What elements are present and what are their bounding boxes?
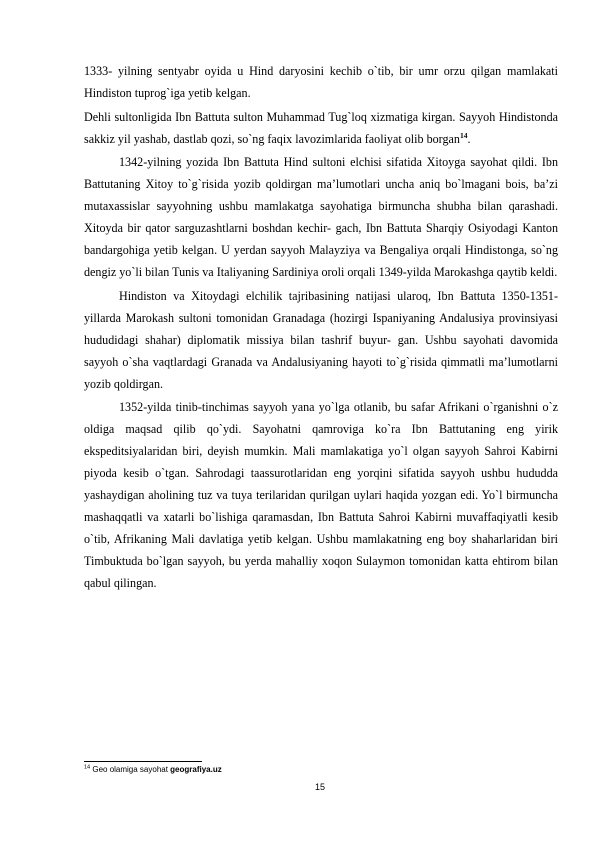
footnote: [84, 764, 222, 775]
paragraph-5: 1352-yilda tinib-tinchimas sayyoh yana yo`lga otlanib, bu safar Afrikani o`rganishni o`z oldiga maqsad qilib qo`ydi. Sayohatni qamroviga ko`ra Ibn Battutaning eng yirik ekspeditsiyalaridan biri, deyish mumkin. Mali mamlakatiga yo`l olgan sayyoh Sahroi Kabirni piyoda kesib o`tgan. Sahrodagi taassurotlaridan eng yorqini sifatida sayyoh ushbu hududda yashaydigan aholining tuz va tuya terilaridan qurilgan uylari haqida yozgan edi. Yo`l birmuncha mashaqqatli va xatarli bo`lishiga qaramasdan, Ibn Battuta Sahroi Kabirni muvaffaqiyatli kesib o`tib, Afrikaning Mali davlatiga yetib kelgan. Ushbu mamlakatning eng boy shaharlaridan biri Timbuktuda bo`lgan sayyoh, bu yerda mahalliy xoqon Sulaymon tomonidan katta ehtirom bilan qabul qilingan.: [84, 400, 558, 590]
footnote-text: Geo olamiga sayohat: [90, 765, 171, 774]
page-number: 15: [314, 782, 325, 792]
footnote-marker: 14: [84, 764, 91, 771]
footnote-divider: [84, 761, 202, 762]
footnote-reference[interactable]: 14: [459, 130, 468, 140]
footnote-source-link[interactable]: geografiya.uz: [170, 765, 222, 774]
body-text: [84, 60, 558, 596]
paragraph-4: Hindiston va Xitoydagi elchilik tajribasining natijasi ularoq, Ibn Battuta 1350-1351-yillarda Marokash sultoni tomonidan Granadaga (hozirgi Ispaniyaning Andalusiya provinsiyasi hududidagi shahar) diplomatik missiya bilan tashrif buyur- gan. Ushbu sayohati davomida sayyoh o`sha vaqtlardagi Granada va Andalusiyaning hayoti to`g`risida qimmatli ma’lumotlarni yozib qoldirgan.: [84, 288, 558, 391]
paragraph-3: 1342-yilning yozida Ibn Battuta Hind sultoni elchisi sifatida Xitoyga sayohat qildi. Ibn Battutaning Xitoy to`g`risida yozib qoldirgan ma’lumotlari uncha aniq bo`lmagani bois, ba’zi mutaxassislar sayyohning ushbu mamlakatga sayohatiga birmuncha shubha bilan qarashadi. Xitoyda bir qator sarguzashtlarni boshdan kechir- gach, Ibn Battuta Sharqiy Osiyodagi Kanton bandargohiga yetib kelgan. U yerdan sayyoh Malayziya va Bengaliya orqali Hindistonga, so`ng dengiz yo`li bilan Tunis va Italiyaning Sardiniya oroli orqali 1349-yilda Marokashga qaytib keldi.: [84, 155, 558, 279]
paragraph-1: 1333- yilning sentyabr oyida u Hind daryosini kechib o`tib, bir umr orzu qilgan mamlakati Hindiston tuprog`iga yetib kelgan.: [84, 64, 558, 100]
paragraph-2: Dehli sultonligida Ibn Battuta sulton Muhammad Tug`loq xizmatiga kirgan. Sayyoh Hindistonda sakkiz yil yashab, dastlab qozi, so`ng faqix lavozimlarida faoliyat olib borgan$^{14}$.: [84, 109, 558, 146]
